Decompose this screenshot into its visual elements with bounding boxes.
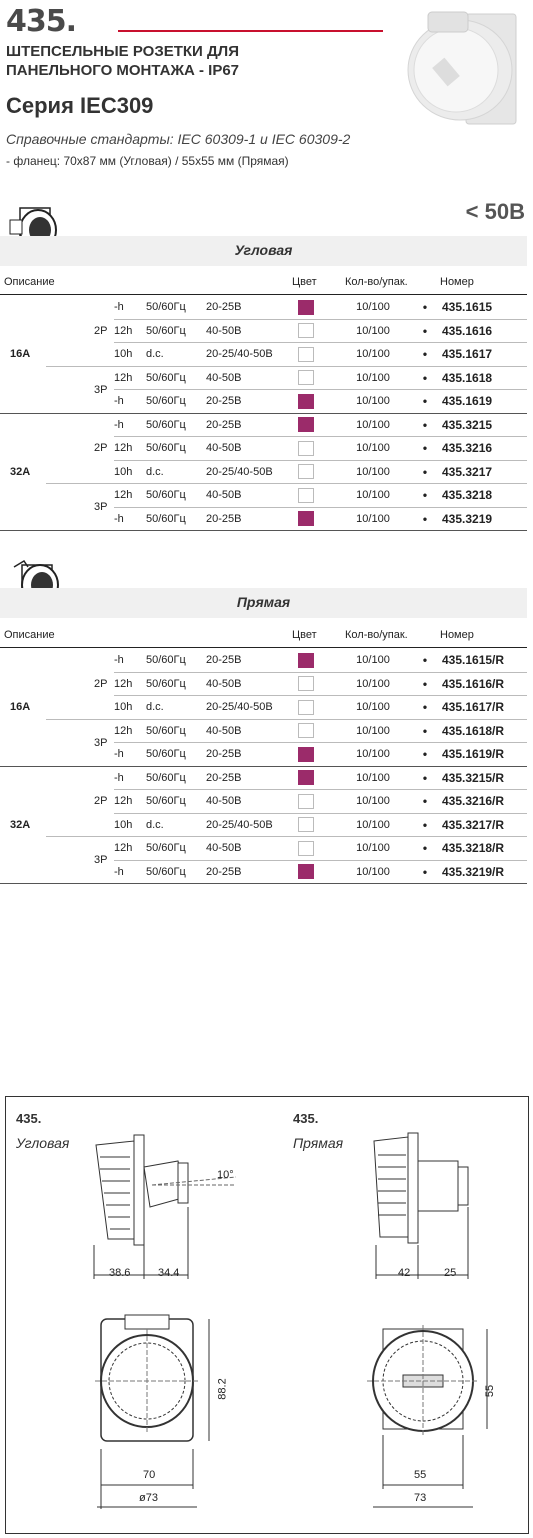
hours-cell: 12h — [114, 484, 146, 508]
bullet-icon: • — [408, 343, 442, 367]
hours-cell: -h — [114, 649, 146, 672]
bullet-icon: • — [408, 413, 442, 437]
poles-cell: 3P — [46, 484, 114, 531]
frequency-cell: 50/60Гц — [146, 766, 206, 790]
voltage-cell: 20-25В — [206, 390, 298, 414]
title-line-2: ПАНЕЛЬНОГО МОНТАЖА - IP67 — [6, 62, 240, 79]
header-divider — [0, 294, 527, 295]
article-number: 435.3218/R — [442, 837, 527, 861]
article-number: 435.1616 — [442, 319, 527, 343]
poles-cell: 3P — [46, 366, 114, 413]
frequency-cell: 50/60Гц — [146, 743, 206, 767]
quantity-cell: 10/100 — [338, 743, 408, 767]
bullet-icon: • — [408, 743, 442, 767]
quantity-cell: 10/100 — [338, 766, 408, 790]
frequency-cell: 50/60Гц — [146, 507, 206, 531]
series-title: Серия IEC309 — [6, 93, 154, 118]
color-cell — [298, 672, 338, 696]
color-swatch — [298, 323, 314, 338]
poles-cell: 2P — [46, 649, 114, 719]
article-number: 435.1616/R — [442, 672, 527, 696]
quantity-cell: 10/100 — [338, 790, 408, 814]
section-angular-header — [0, 236, 527, 266]
color-cell — [298, 319, 338, 343]
color-cell — [298, 507, 338, 531]
header-rule — [118, 30, 383, 32]
straight-side-view — [366, 1127, 506, 1287]
quantity-cell: 10/100 — [338, 437, 408, 461]
article-number: 435.3217 — [442, 460, 527, 484]
hours-cell: 12h — [114, 790, 146, 814]
col-desc: Описание — [4, 629, 55, 641]
quantity-cell: 10/100 — [338, 413, 408, 437]
color-swatch — [298, 723, 314, 738]
title-line-1: ШТЕПСЕЛЬНЫЕ РОЗЕТКИ ДЛЯ — [6, 43, 239, 60]
voltage-cell: 20-25В — [206, 413, 298, 437]
dim-right-outer: 73 — [414, 1492, 427, 1504]
standards-text: Справочные стандарты: IEC 60309-1 и IEC 60309-2 — [6, 131, 351, 147]
table-header-straight — [0, 627, 527, 645]
amperage-cell: 16A — [0, 649, 46, 766]
quantity-cell: 10/100 — [338, 719, 408, 743]
quantity-cell: 10/100 — [338, 507, 408, 531]
color-swatch — [298, 370, 314, 385]
voltage-cell: 40-50В — [206, 437, 298, 461]
quantity-cell: 10/100 — [338, 366, 408, 390]
angular-front-view — [91, 1309, 231, 1519]
hours-cell: 10h — [114, 696, 146, 720]
hours-cell: -h — [114, 413, 146, 437]
hours-cell: 10h — [114, 460, 146, 484]
color-swatch — [298, 864, 314, 879]
drawing-left-name: Угловая — [16, 1135, 70, 1151]
voltage-cell: 40-50В — [206, 672, 298, 696]
article-number: 435.3218 — [442, 484, 527, 508]
frequency-cell: 50/60Гц — [146, 390, 206, 414]
voltage-cell: 40-50В — [206, 790, 298, 814]
col-desc: Описание — [4, 276, 55, 288]
hours-cell: -h — [114, 860, 146, 884]
bullet-icon: • — [408, 296, 442, 319]
drawing-right-code: 435. — [293, 1111, 319, 1126]
table-straight — [0, 649, 527, 884]
dim-left-width: 70 — [143, 1469, 156, 1481]
bullet-icon: • — [408, 319, 442, 343]
color-cell — [298, 813, 338, 837]
dim-left-b: 34.4 — [158, 1267, 180, 1279]
article-number: 435.1615/R — [442, 649, 527, 672]
dim-left-height: 88.2 — [216, 1378, 229, 1400]
col-color: Цвет — [292, 629, 317, 641]
hours-cell: 12h — [114, 366, 146, 390]
voltage-cell: 40-50В — [206, 719, 298, 743]
color-swatch — [298, 700, 314, 715]
color-cell — [298, 766, 338, 790]
color-cell — [298, 390, 338, 414]
color-swatch — [298, 464, 314, 479]
color-swatch — [298, 488, 314, 503]
color-cell — [298, 437, 338, 461]
flange-text: - фланец: 70x87 мм (Угловая) / 55x55 мм (Прямая) — [6, 154, 289, 168]
poles-cell: 2P — [46, 296, 114, 366]
frequency-cell: 50/60Гц — [146, 837, 206, 861]
frequency-cell: 50/60Гц — [146, 790, 206, 814]
color-cell — [298, 484, 338, 508]
voltage-cell: 20-25В — [206, 507, 298, 531]
color-cell — [298, 649, 338, 672]
frequency-cell: 50/60Гц — [146, 366, 206, 390]
quantity-cell: 10/100 — [338, 672, 408, 696]
bullet-icon: • — [408, 649, 442, 672]
product-title — [6, 42, 239, 80]
color-cell — [298, 460, 338, 484]
amperage-cell: 32A — [0, 766, 46, 884]
table-row — [0, 366, 527, 390]
article-number: 435.1619 — [442, 390, 527, 414]
voltage-cell: 20-25/40-50В — [206, 813, 298, 837]
section-straight-header — [0, 588, 527, 618]
article-number: 435.1617 — [442, 343, 527, 367]
color-swatch — [298, 441, 314, 456]
voltage-cell: 20-25В — [206, 649, 298, 672]
dim-right-width: 55 — [414, 1469, 427, 1481]
bullet-icon: • — [408, 790, 442, 814]
color-swatch — [298, 511, 314, 526]
bullet-icon: • — [408, 860, 442, 884]
color-cell — [298, 860, 338, 884]
frequency-cell: 50/60Гц — [146, 860, 206, 884]
frequency-cell: d.c. — [146, 343, 206, 367]
table-row — [0, 413, 527, 437]
bullet-icon: • — [408, 460, 442, 484]
col-qty: Кол-во/упак. — [345, 276, 408, 288]
quantity-cell: 10/100 — [338, 696, 408, 720]
dim-left-a: 38.6 — [109, 1267, 131, 1279]
color-swatch — [298, 747, 314, 762]
hours-cell: 12h — [114, 672, 146, 696]
voltage-cell: 20-25В — [206, 766, 298, 790]
col-qty: Кол-во/упак. — [345, 629, 408, 641]
voltage-cell: 20-25/40-50В — [206, 343, 298, 367]
section-angular-title: Угловая — [234, 242, 293, 258]
voltage-cell: 20-25/40-50В — [206, 696, 298, 720]
straight-front-view — [361, 1309, 501, 1519]
voltage-cell: 20-25В — [206, 743, 298, 767]
quantity-cell: 10/100 — [338, 460, 408, 484]
drawing-left-code: 435. — [16, 1111, 42, 1126]
quantity-cell: 10/100 — [338, 319, 408, 343]
article-number: 435.1618/R — [442, 719, 527, 743]
bullet-icon: • — [408, 437, 442, 461]
color-cell — [298, 343, 338, 367]
article-number: 435.3219/R — [442, 860, 527, 884]
color-swatch — [298, 841, 314, 856]
quantity-cell: 10/100 — [338, 484, 408, 508]
article-number: 435.3219 — [442, 507, 527, 531]
poles-cell: 2P — [46, 413, 114, 484]
poles-cell: 3P — [46, 837, 114, 884]
frequency-cell: 50/60Гц — [146, 319, 206, 343]
color-cell — [298, 837, 338, 861]
quantity-cell: 10/100 — [338, 649, 408, 672]
voltage-cell: 20-25В — [206, 296, 298, 319]
product-photo — [398, 8, 528, 133]
article-number: 435.3215/R — [442, 766, 527, 790]
voltage-cell: 40-50В — [206, 366, 298, 390]
color-swatch — [298, 347, 314, 362]
frequency-cell: 50/60Гц — [146, 649, 206, 672]
table-row — [0, 296, 527, 319]
hours-cell: -h — [114, 296, 146, 319]
technical-drawings — [5, 1096, 529, 1534]
dim-left-diameter: ø73 — [139, 1492, 158, 1504]
frequency-cell: 50/60Гц — [146, 296, 206, 319]
section-straight-title: Прямая — [236, 594, 291, 610]
article-number: 435.1615 — [442, 296, 527, 319]
bullet-icon: • — [408, 366, 442, 390]
quantity-cell: 10/100 — [338, 860, 408, 884]
bullet-icon: • — [408, 837, 442, 861]
table-row — [0, 719, 527, 743]
voltage-label: < 50В — [465, 199, 525, 224]
voltage-cell: 40-50В — [206, 837, 298, 861]
quantity-cell: 10/100 — [338, 813, 408, 837]
angular-side-view — [86, 1127, 256, 1287]
color-cell — [298, 696, 338, 720]
frequency-cell: 50/60Гц — [146, 672, 206, 696]
color-swatch — [298, 394, 314, 409]
bullet-icon: • — [408, 507, 442, 531]
color-swatch — [298, 417, 314, 432]
hours-cell: -h — [114, 507, 146, 531]
frequency-cell: d.c. — [146, 696, 206, 720]
table-header-angular — [0, 274, 527, 292]
quantity-cell: 10/100 — [338, 837, 408, 861]
color-swatch — [298, 770, 314, 785]
voltage-cell: 40-50В — [206, 484, 298, 508]
dim-right-a: 42 — [398, 1267, 411, 1279]
hours-cell: -h — [114, 743, 146, 767]
table-row — [0, 837, 527, 861]
drawing-right-name: Прямая — [293, 1135, 344, 1151]
bullet-icon: • — [408, 484, 442, 508]
amperage-cell: 32A — [0, 413, 46, 531]
color-swatch — [298, 653, 314, 668]
bullet-icon: • — [408, 719, 442, 743]
col-number: Номер — [440, 629, 474, 641]
frequency-cell: 50/60Гц — [146, 719, 206, 743]
bullet-icon: • — [408, 696, 442, 720]
frequency-cell: d.c. — [146, 460, 206, 484]
article-number: 435.3215 — [442, 413, 527, 437]
col-color: Цвет — [292, 276, 317, 288]
voltage-cell: 20-25В — [206, 860, 298, 884]
bullet-icon: • — [408, 766, 442, 790]
article-number: 435.1619/R — [442, 743, 527, 767]
color-swatch — [298, 676, 314, 691]
product-code: 435. — [6, 4, 77, 39]
header-divider — [0, 647, 527, 648]
hours-cell: 12h — [114, 837, 146, 861]
article-number: 435.3217/R — [442, 813, 527, 837]
angle-label: 10° — [217, 1169, 234, 1181]
table-angular — [0, 296, 527, 531]
hours-cell: 12h — [114, 437, 146, 461]
article-number: 435.3216 — [442, 437, 527, 461]
hours-cell: 10h — [114, 813, 146, 837]
quantity-cell: 10/100 — [338, 296, 408, 319]
color-cell — [298, 366, 338, 390]
col-number: Номер — [440, 276, 474, 288]
color-swatch — [298, 817, 314, 832]
table-row — [0, 766, 527, 790]
color-cell — [298, 296, 338, 319]
quantity-cell: 10/100 — [338, 390, 408, 414]
frequency-cell: 50/60Гц — [146, 413, 206, 437]
article-number: 435.3216/R — [442, 790, 527, 814]
frequency-cell: 50/60Гц — [146, 484, 206, 508]
poles-cell: 3P — [46, 719, 114, 766]
dim-right-height: 55 — [484, 1384, 497, 1398]
hours-cell: 12h — [114, 719, 146, 743]
color-cell — [298, 790, 338, 814]
hours-cell: -h — [114, 390, 146, 414]
quantity-cell: 10/100 — [338, 343, 408, 367]
table-row — [0, 484, 527, 508]
voltage-cell: 20-25/40-50В — [206, 460, 298, 484]
poles-cell: 2P — [46, 766, 114, 837]
frequency-cell: d.c. — [146, 813, 206, 837]
color-swatch — [298, 794, 314, 809]
dim-right-b: 25 — [444, 1267, 457, 1279]
table-row — [0, 649, 527, 672]
hours-cell: -h — [114, 766, 146, 790]
bullet-icon: • — [408, 672, 442, 696]
color-cell — [298, 719, 338, 743]
bullet-icon: • — [408, 813, 442, 837]
amperage-cell: 16A — [0, 296, 46, 413]
frequency-cell: 50/60Гц — [146, 437, 206, 461]
voltage-cell: 40-50В — [206, 319, 298, 343]
hours-cell: 10h — [114, 343, 146, 367]
color-cell — [298, 413, 338, 437]
color-swatch — [298, 300, 314, 315]
article-number: 435.1617/R — [442, 696, 527, 720]
hours-cell: 12h — [114, 319, 146, 343]
article-number: 435.1618 — [442, 366, 527, 390]
color-cell — [298, 743, 338, 767]
bullet-icon: • — [408, 390, 442, 414]
